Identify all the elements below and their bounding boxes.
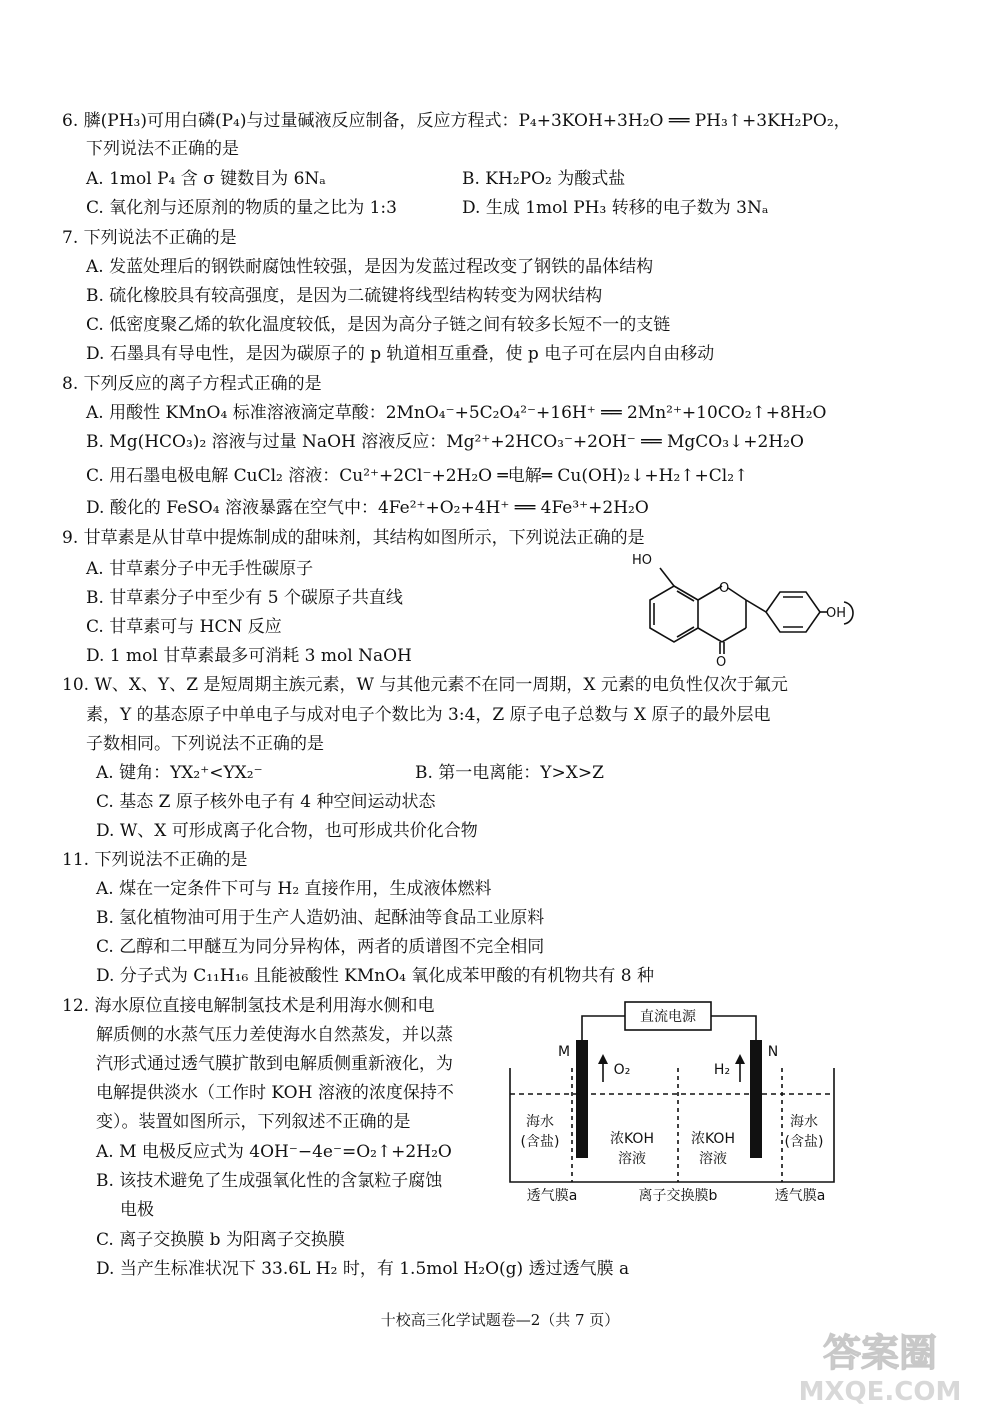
label-n: N	[767, 1044, 779, 1060]
q7-option-c: C. 低密度聚乙烯的软化温度较低，是因为高分子链之间有较多长短不一的支链	[86, 315, 671, 335]
q12-stem-line4: 电解提供淡水（工作时 KOH 溶液的浓度保持不	[96, 1083, 454, 1103]
q6-stem-line1: 6. 膦(PH₃)可用白磷(P₄)与过量碱液反应制备，反应方程式：P₄+3KOH+3H₂O ══ PH₃↑+3KH₂PO₂，	[62, 111, 851, 131]
benzene-ring-a	[650, 586, 698, 642]
q10-option-d: D. W、X 可形成离子化合物，也可形成共价化合物	[96, 821, 478, 841]
q7-option-b: B. 硫化橡胶具有较高强度，是因为二硫键将线型结构转变为网状结构	[86, 286, 603, 306]
q10-stem-line2: 素，Y 的基态原子中单电子与成对电子个数比为 3:4，Z 原子电子总数与 X 原子的最外层电	[86, 705, 771, 725]
q12-electrolysis-diagram	[500, 998, 845, 1206]
q10-stem-line3: 子数相同。下列说法不正确的是	[86, 734, 324, 754]
q7-option-d: D. 石墨具有导电性，是因为碳原子的 p 轨道相互重叠，使 p 电子可在层内自由移动	[86, 344, 715, 364]
label-salt-right: (含盐)	[784, 1134, 824, 1150]
q10-option-c: C. 基态 Z 原子核外电子有 4 种空间运动状态	[96, 792, 436, 812]
label-koh-left: 浓KOH	[610, 1131, 654, 1147]
q11-option-d: D. 分子式为 C₁₁H₁₆ 且能被酸性 KMnO₄ 氧化成苯甲酸的有机物共有 8 种	[96, 966, 654, 986]
wire-left	[582, 1016, 625, 1040]
benzene-ring-b	[766, 592, 820, 632]
q12-option-b-line1: B. 该技术避免了生成强氧化性的含氯粒子腐蚀	[96, 1171, 443, 1191]
label-membrane-a-left: 透气膜a	[526, 1188, 578, 1204]
q8-option-c: C. 用石墨电极电解 CuCl₂ 溶液：Cu²⁺+2Cl⁻+2H₂O ═电解═ Cu(OH)₂↓+H₂↑+Cl₂↑	[86, 466, 749, 486]
label-seawater-left: 海水	[526, 1114, 554, 1130]
q9-option-c: C. 甘草素可与 HCN 反应	[86, 617, 282, 637]
q10-stem-line1: 10. W、X、Y、Z 是短周期主族元素，W 与其他元素不在同一周期，X 元素的电负性仅次于氟元	[62, 675, 788, 695]
q9-option-a: A. 甘草素分子中无手性碳原子	[86, 559, 314, 579]
q12-stem-line5: 变）。装置如图所示，下列叙述不正确的是	[96, 1112, 411, 1132]
q6-option-d: D. 生成 1mol PH₃ 转移的电子数为 3Nₐ	[462, 198, 769, 218]
q9-label-carbonyl-o: O	[716, 655, 727, 668]
q12-stem-line2: 解质侧的水蒸气压力差使海水自然蒸发，并以蒸	[96, 1025, 453, 1045]
tank-outline	[510, 1068, 834, 1182]
q11-option-b: B. 氢化植物油可用于生产人造奶油、起酥油等食品工业原料	[96, 908, 545, 928]
label-seawater-right: 海水	[790, 1114, 818, 1130]
q7-stem: 7. 下列说法不正确的是	[62, 228, 237, 248]
q12-option-d: D. 当产生标准状况下 33.6L H₂ 时，有 1.5mol H₂O(g) 透过透气膜 a	[96, 1259, 630, 1279]
q6-option-c: C. 氧化剂与还原剂的物质的量之比为 1:3	[86, 198, 397, 218]
q8-option-a: A. 用酸性 KMnO₄ 标准溶液滴定草酸：2MnO₄⁻+5C₂O₄²⁻+16H⁺ ══ 2Mn²⁺+10CO₂↑+8H₂O	[86, 403, 827, 423]
svg-text:答案圈: 答案圈	[822, 1331, 938, 1375]
q6-stem-line2: 下列说法不正确的是	[86, 139, 239, 159]
label-m: M	[557, 1044, 571, 1060]
label-solution-right: 溶液	[699, 1151, 727, 1167]
q9-stem: 9. 甘草素是从甘草中提炼制成的甜味剂，其结构如图所示，下列说法正确的是	[62, 528, 645, 548]
q6-option-b: B. KH₂PO₂ 为酸式盐	[462, 169, 626, 189]
q12-stem-line1: 12. 海水原位直接电解制氢技术是利用海水侧和电	[62, 996, 435, 1016]
q11-stem: 11. 下列说法不正确的是	[62, 850, 248, 870]
electrode-n	[750, 1040, 762, 1158]
q8-option-b: B. Mg(HCO₃)₂ 溶液与过量 NaOH 溶液反应：Mg²⁺+2HCO₃⁻+2OH⁻ ══ MgCO₃↓+2H₂O	[86, 432, 804, 452]
wire-right	[711, 1016, 756, 1040]
q12-option-c: C. 离子交换膜 b 为阳离子交换膜	[96, 1230, 345, 1250]
label-power: 直流电源	[640, 1009, 696, 1025]
q10-option-b: B. 第一电离能：Y>X>Z	[415, 763, 604, 783]
svg-text:MXQE.COM: MXQE.COM	[798, 1377, 962, 1407]
q12-option-b-line2: 电极	[120, 1200, 154, 1220]
q6-option-a: A. 1mol P₄ 含 σ 键数目为 6Nₐ	[86, 169, 326, 189]
watermark-logo	[770, 1322, 990, 1408]
label-h2: H₂	[713, 1062, 731, 1078]
q12-option-a: A. M 电极反应式为 4OH⁻−4e⁻=O₂↑+2H₂O	[96, 1142, 452, 1162]
q11-option-c: C. 乙醇和二甲醚互为同分异构体，两者的质谱图不完全相同	[96, 937, 545, 957]
q9-label-oh: OH	[826, 606, 847, 621]
label-salt-left: (含盐)	[520, 1134, 560, 1150]
q9-option-d: D. 1 mol 甘草素最多可消耗 3 mol NaOH	[86, 646, 412, 666]
label-o2: O₂	[613, 1062, 631, 1078]
q9-option-b: B. 甘草素分子中至少有 5 个碳原子共直线	[86, 588, 403, 608]
q9-label-ho: HO	[632, 553, 653, 568]
label-solution-left: 溶液	[618, 1151, 646, 1167]
electrode-m	[576, 1040, 588, 1158]
label-membrane-a-right: 透气膜a	[774, 1188, 826, 1204]
q11-option-a: A. 煤在一定条件下可与 H₂ 直接作用，生成液体燃料	[96, 879, 492, 899]
q8-option-d: D. 酸化的 FeSO₄ 溶液暴露在空气中：4Fe²⁺+O₂+4H⁺ ══ 4Fe³⁺+2H₂O	[86, 498, 649, 518]
label-membrane-b: 离子交换膜b	[638, 1188, 718, 1204]
q7-option-a: A. 发蓝处理后的钢铁耐腐蚀性较强，是因为发蓝过程改变了钢铁的晶体结构	[86, 257, 654, 277]
q10-option-a: A. 键角：YX₂⁺<YX₂⁻	[96, 763, 263, 783]
label-koh-right: 浓KOH	[691, 1131, 735, 1147]
page-footer: 十校高三化学试题卷—2（共 7 页）	[380, 1311, 620, 1329]
q12-stem-line3: 汽形式通过透气膜扩散到电解质侧重新液化，为	[96, 1054, 453, 1074]
q9-label-ring-o: O	[719, 581, 730, 596]
q9-molecule-structure	[620, 548, 860, 668]
q8-stem: 8. 下列反应的离子方程式正确的是	[62, 374, 322, 394]
